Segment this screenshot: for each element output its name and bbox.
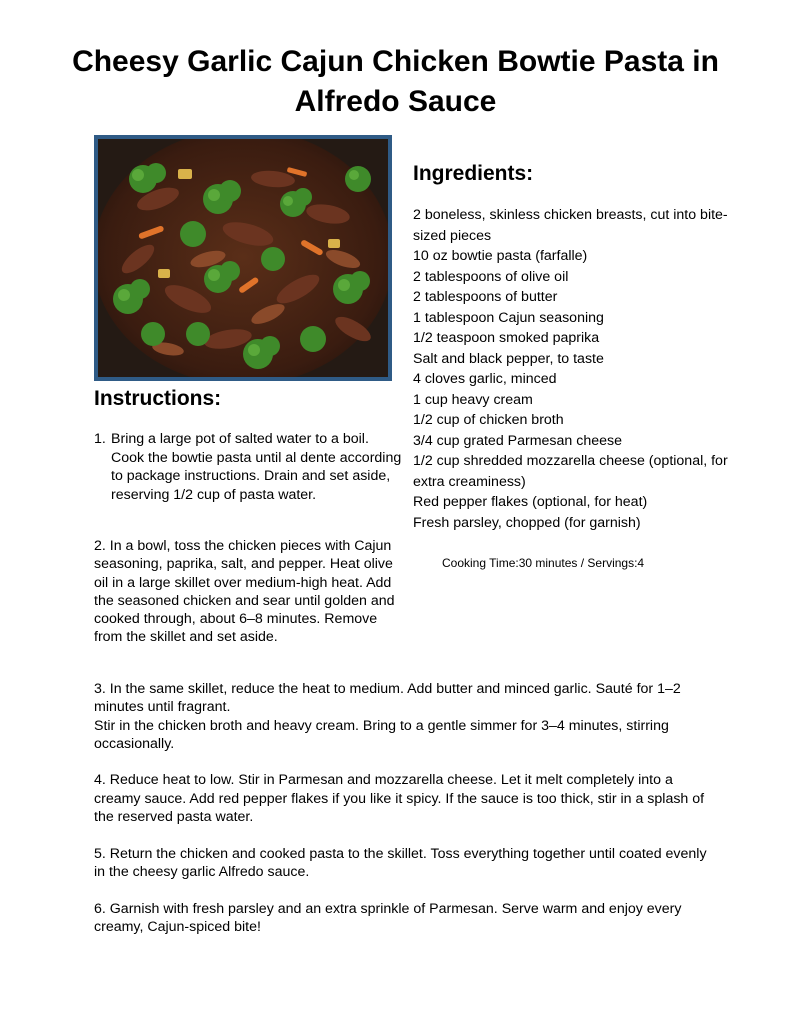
ingredient-item: 1/2 cup shredded mozzarella cheese (optional, for extra creaminess) [413,453,728,490]
instruction-step-4: 4. Reduce heat to low. Stir in Parmesan and mozzarella cheese. Let it melt completely into a creamy sauce. Add red pepper flakes if you like it spicy. If the sauce is too thick, stir in a splash of the reserved pasta water. [94,772,705,826]
ingredient-item: 1/2 cup of chicken broth [413,412,564,428]
ingredient-item: 2 boneless, skinless chicken breasts, cut into bite-sized pieces [413,207,728,244]
ingredient-item: 4 cloves garlic, minced [413,371,557,387]
instruction-step-3 [94,680,714,753]
instruction-step-5: 5. Return the chicken and cooked pasta to the skillet. Toss everything together until coated evenly in the cheesy garlic Alfredo sauce. [94,845,707,880]
stir-fry-image [98,139,388,377]
ingredient-item: Fresh parsley, chopped (for garnish) [413,514,641,531]
ingredient-item: 1 cup heavy cream [413,391,533,408]
ingredient-item: 2 tablespoons of butter [413,289,558,305]
ingredient-item: 10 oz bowtie pasta (farfalle) [413,248,588,264]
instructions-continued [94,680,714,954]
ingredient-item: 2 tablespoons of olive oil [413,268,569,285]
recipe-photo [94,135,392,381]
step-3-line-2: Stir in the chicken broth and heavy cream. Bring to a gentle simmer for 3–4 minutes, stirring occasionally. [94,717,669,752]
step-number: 1. [94,431,106,447]
ingredients-list [413,205,743,533]
ingredient-item: 1 tablespoon Cajun seasoning [413,309,604,326]
step-text: Bring a large pot of salted water to a boil. Cook the bowtie pasta until al dente according to package instructions. Drain and set aside, reserving 1/2 cup of pasta water. [111,431,402,503]
ingredient-item: Salt and black pepper, to taste [413,350,604,367]
list-item [94,430,404,504]
ingredient-item: Red pepper flakes (optional, for heat) [413,494,648,510]
ingredient-item: 1/2 teaspoon smoked paprika [413,330,600,346]
instruction-step-6: 6. Garnish with fresh parsley and an extra sprinkle of Parmesan. Serve warm and enjoy every creamy, Cajun-spiced bite! [94,900,682,935]
ingredients-heading: Ingredients: [413,162,534,185]
instruction-step-1 [94,430,404,504]
instructions-heading: Instructions: [94,387,222,410]
recipe-title: Cheesy Garlic Cajun Chicken Bowtie Pasta in Alfredo Sauce [72,45,719,118]
ingredient-item: 3/4 cup grated Parmesan cheese [413,432,623,449]
step-3-line-1: 3. In the same skillet, reduce the heat to medium. Add butter and minced garlic. Sauté for 1–2 minutes until fragrant. [94,681,681,716]
instruction-step-2: 2. In a bowl, toss the chicken pieces with Cajun seasoning, paprika, salt, and pepper. Heat olive oil in a large skillet over medium-high heat. Add the seasoned chicken and sear until golden and cooked through, about 6–8 minutes. Remove from the skillet and set aside. [94,538,395,646]
cooking-time-servings: Cooking Time:30 minutes / Servings:4 [442,556,645,570]
